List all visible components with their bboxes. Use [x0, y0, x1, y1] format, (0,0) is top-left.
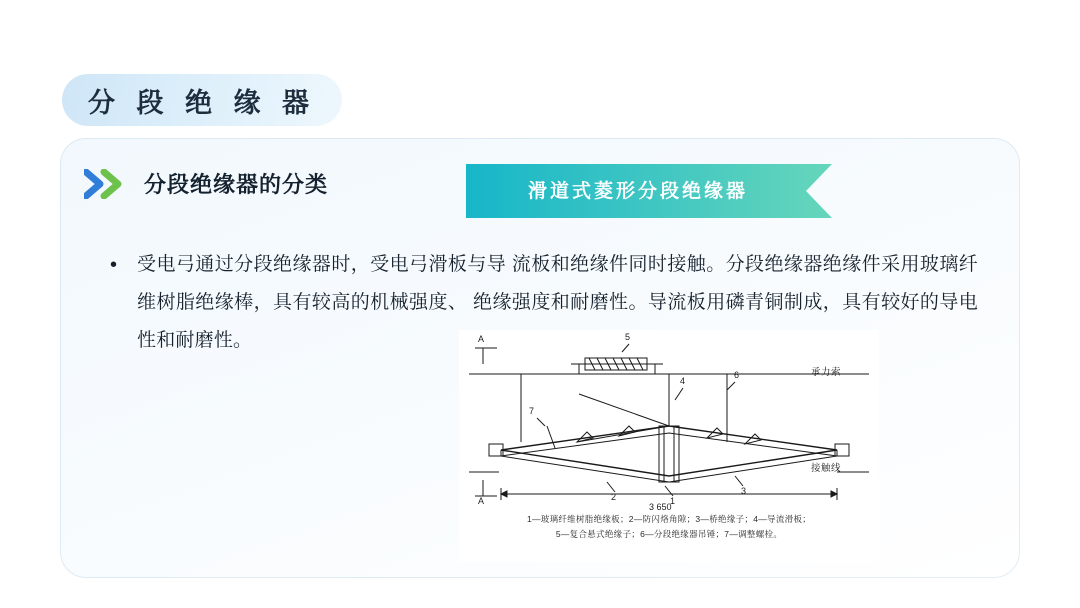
double-chevron-right-icon: [84, 169, 130, 199]
figure-caption: [459, 512, 879, 542]
page-title: 分 段 绝 缘 器: [88, 87, 317, 118]
figure-caption-line-2: 5—复合悬式绝缘子；6—分段绝缘器吊锤；7—调整螺栓。: [555, 529, 783, 539]
figure-dim-right-label: 3: [741, 486, 747, 496]
figure-section-mark-top: A: [478, 334, 485, 344]
figure-callout-5: 5: [625, 332, 631, 342]
figure-callout-6: 6: [734, 370, 740, 380]
bullet-marker: •: [110, 254, 118, 276]
figure-dim-left-label: 2: [611, 492, 617, 502]
ribbon-label: 滑道式菱形分段绝缘器: [527, 180, 748, 202]
figure-section-mark-bottom: A: [478, 496, 485, 506]
figure-dimension-value: 3 650: [649, 502, 672, 512]
slide-title-pill: [62, 74, 342, 126]
ribbon-banner: [466, 164, 832, 218]
figure-caption-line-1: 1—玻璃纤维树脂绝缘板；2—防闪烙角隙；3—桥绝缘子；4—导流滑板；: [526, 514, 812, 524]
figure-label-messenger-wire: 承力索: [811, 367, 842, 378]
figure-callout-1: 1: [670, 496, 676, 506]
figure-label-contact-wire: 接触线: [811, 463, 842, 474]
figure-callout-7: 7: [529, 406, 535, 416]
figure-callout-4: 4: [680, 376, 686, 386]
section-heading: [84, 168, 328, 199]
body-paragraph: 受电弓通过分段绝缘器时，受电弓滑板与导 流板和绝缘件同时接触。分段绝缘器绝缘件采用玻璃纤维树脂绝缘棒，具有较高的机械强度、 绝缘强度和耐磨性。导流板用磷青铜制成，具有较好的导电性和耐磨性。: [137, 254, 978, 351]
section-heading-label: 分段绝缘器的分类: [144, 172, 329, 197]
